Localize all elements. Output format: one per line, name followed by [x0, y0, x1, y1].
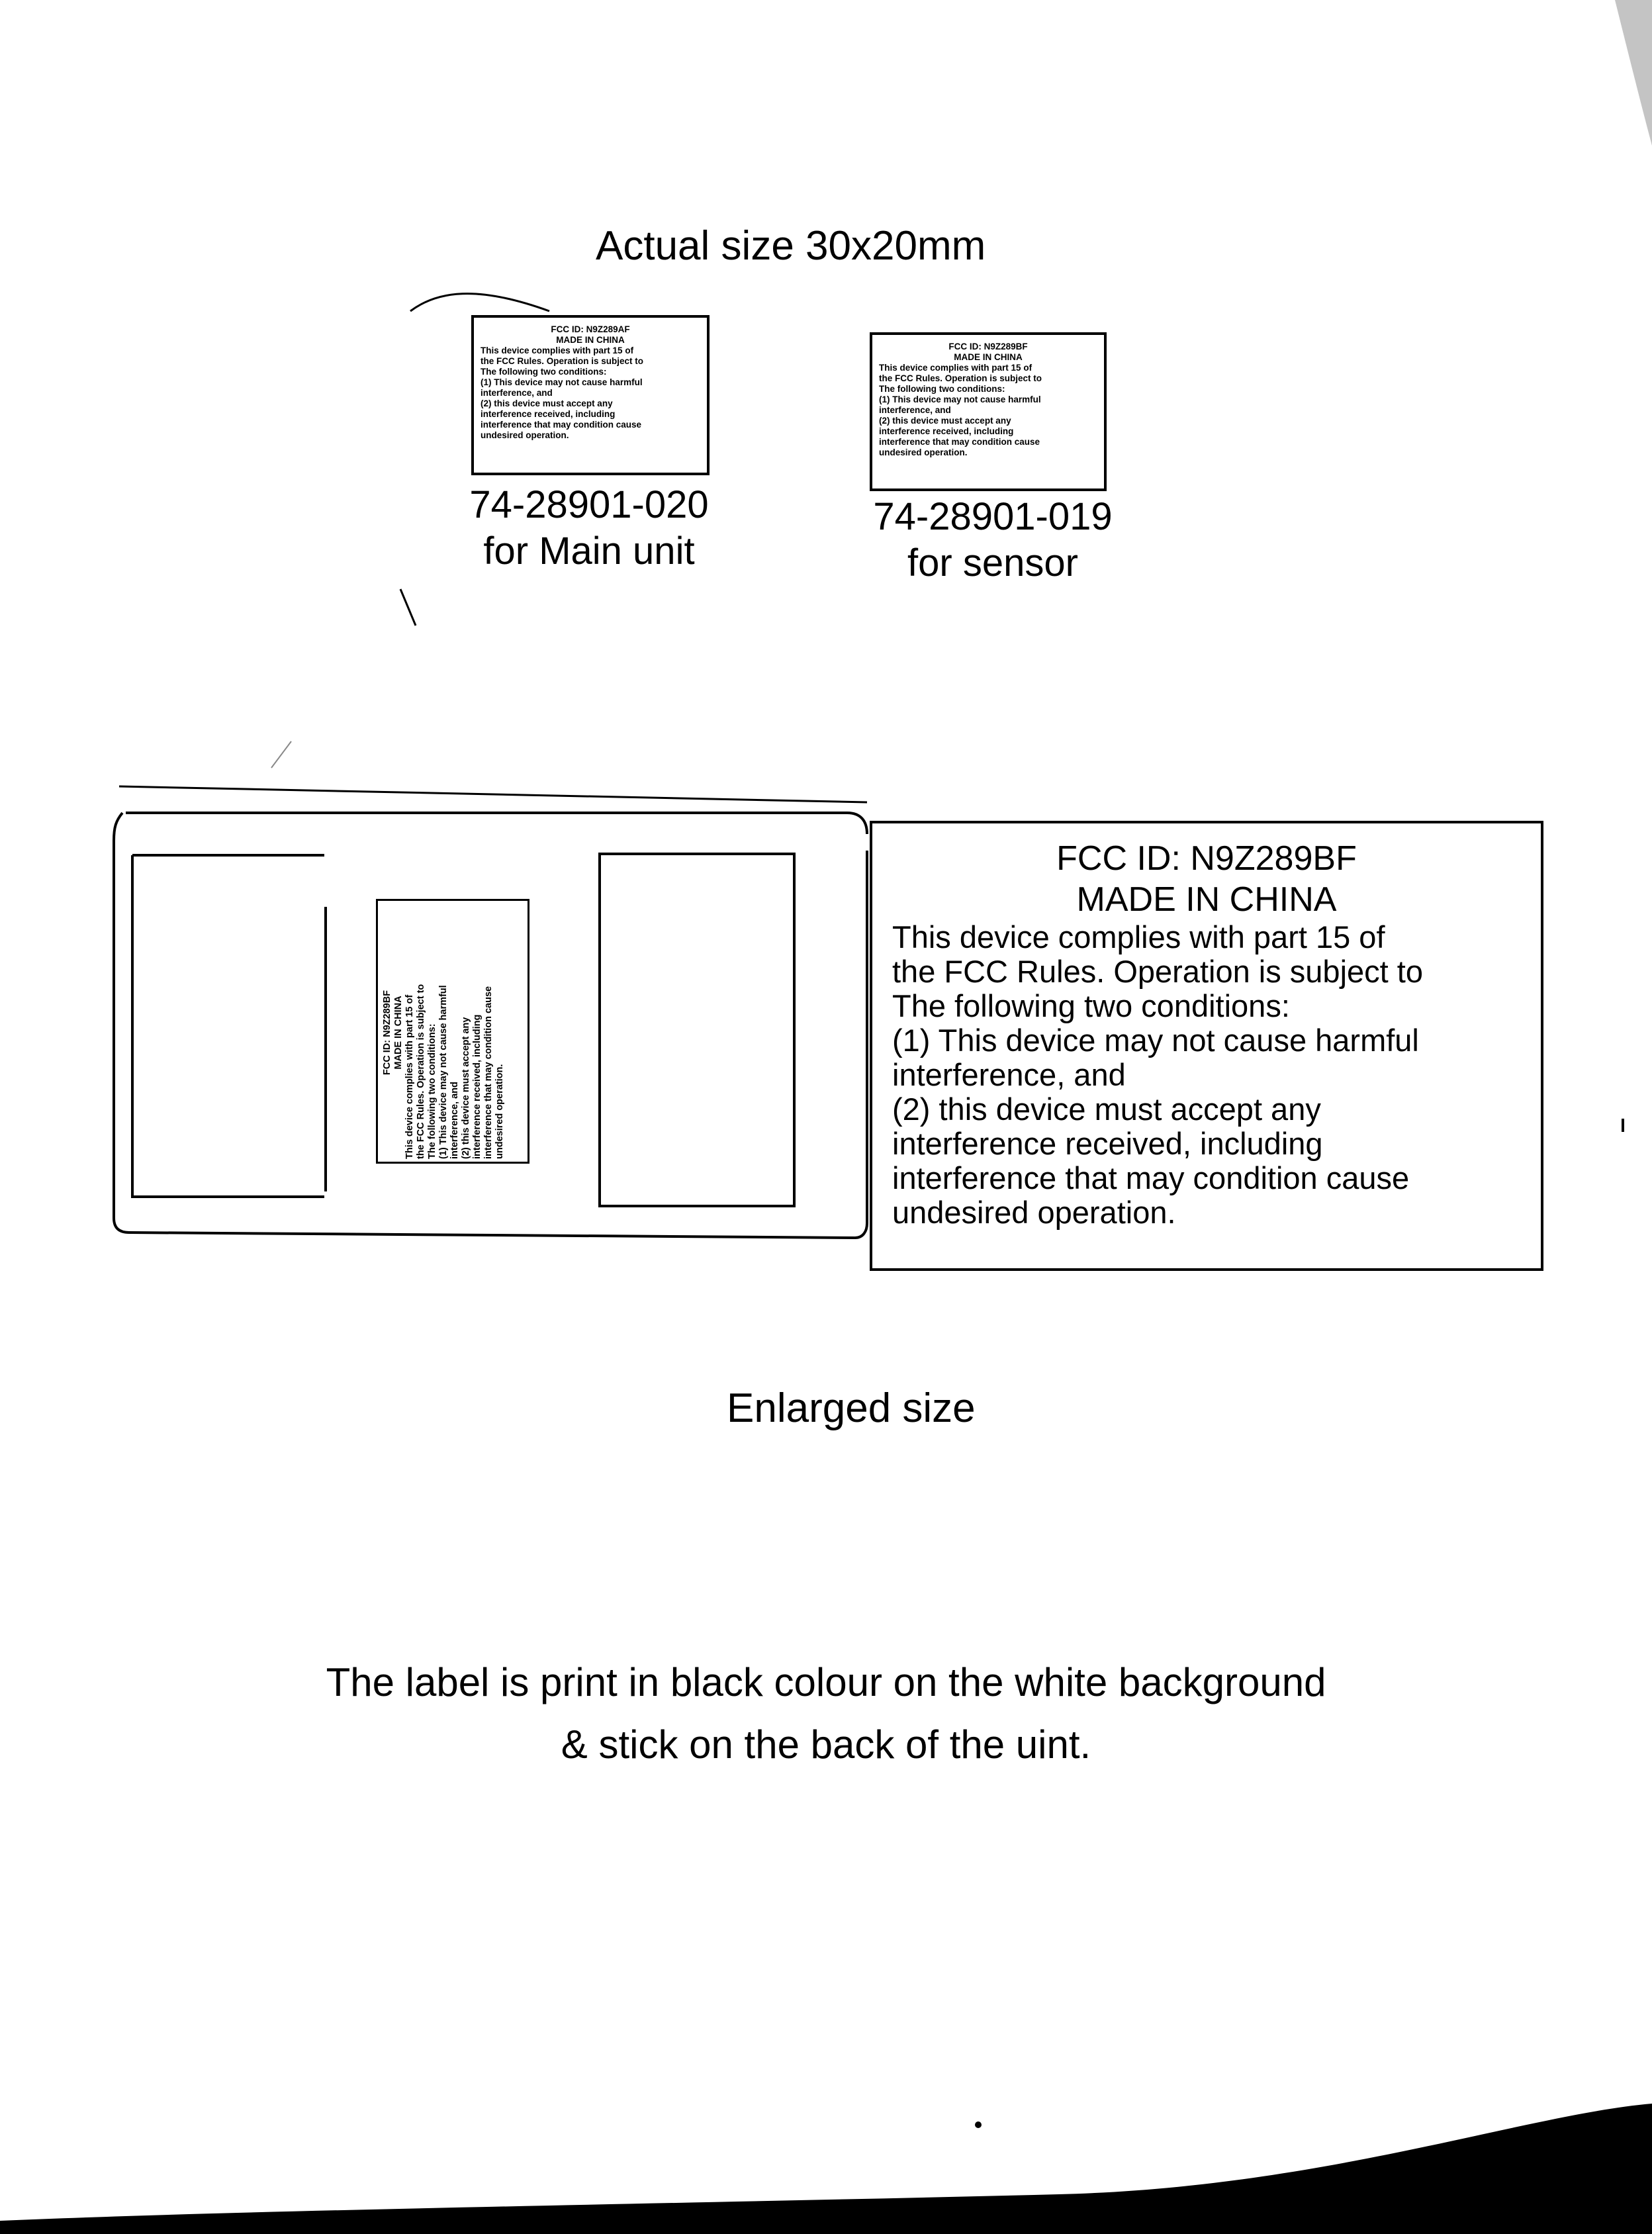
label-line: (1) This device may not cause harmful	[481, 377, 643, 387]
label-line: This device complies with part 15 of	[892, 919, 1385, 954]
label-line: undesired operation.	[494, 1064, 505, 1159]
note-line-2: & stick on the back of the uint.	[561, 1722, 1091, 1767]
label-line: the FCC Rules. Operation is subject to	[416, 984, 426, 1159]
made-in: MADE IN CHINA	[1076, 880, 1337, 919]
label-line: interference, and	[892, 1057, 1126, 1092]
label-line: undesired operation.	[892, 1195, 1176, 1230]
enlarged-label	[870, 821, 1543, 1271]
fcc-id: FCC ID: N9Z289BF	[1056, 839, 1357, 878]
label-line: interference that may condition cause	[879, 437, 1040, 447]
label-line: The following two conditions:	[879, 384, 1005, 394]
label-line: the FCC Rules. Operation is subject to	[481, 356, 644, 366]
label-line: (1) This device may not cause harmful	[438, 985, 449, 1159]
sensor-part-number: 74-28901-019	[873, 495, 1113, 538]
label-line: interference received, including	[879, 426, 1014, 436]
label-line: interference received, including	[481, 409, 616, 419]
label-line: (2) this device must accept any	[892, 1092, 1321, 1127]
fcc-id: FCC ID: N9Z289BF	[948, 342, 1028, 351]
label-line: (1) This device may not cause harmful	[892, 1023, 1419, 1058]
enlarged-size-caption: Enlarged size	[727, 1385, 976, 1431]
label-line: interference, and	[879, 405, 951, 415]
scan-mark	[410, 294, 549, 311]
label-line: interference that may condition cause	[892, 1160, 1410, 1195]
scan-shadow-bottom	[0, 2104, 1652, 2234]
label-line: The following two conditions:	[427, 1023, 437, 1159]
actual-size-heading: Actual size 30x20mm	[596, 223, 986, 269]
made-in: MADE IN CHINA	[954, 352, 1023, 362]
label-line: (2) this device must accept any	[481, 398, 613, 408]
fcc-id: FCC ID: N9Z289AF	[551, 324, 630, 334]
label-line: This device complies with part 15 of	[879, 363, 1032, 373]
made-in: MADE IN CHINA	[393, 996, 404, 1070]
rotated-device-label	[376, 899, 529, 1164]
sensor-label	[870, 332, 1107, 491]
label-line: interference received, including	[892, 1126, 1323, 1161]
label-line: The following two conditions:	[892, 988, 1290, 1023]
label-line: (2) this device must accept any	[879, 416, 1011, 426]
main-unit-caption: for Main unit	[483, 530, 695, 573]
label-line: (2) this device must accept any	[461, 1017, 471, 1159]
label-line: interference received, including	[472, 1014, 482, 1159]
label-line: interference that may condition cause	[481, 420, 642, 430]
scan-dot	[975, 2121, 982, 2128]
label-line: the FCC Rules. Operation is subject to	[892, 954, 1423, 989]
label-line: undesired operation.	[879, 447, 968, 457]
label-line: interference, and	[481, 388, 553, 398]
main-unit-part-number: 74-28901-020	[469, 483, 709, 526]
scan-mark	[271, 741, 291, 768]
sensor-caption: for sensor	[907, 541, 1078, 584]
label-line: This device complies with part 15 of	[481, 346, 634, 355]
scan-shadow-top-right	[1615, 0, 1652, 146]
label-line: undesired operation.	[481, 430, 569, 440]
note-line-1: The label is print in black colour on the white background	[326, 1660, 1326, 1704]
label-line: the FCC Rules. Operation is subject to	[879, 373, 1042, 383]
main-unit-label	[471, 315, 710, 475]
fcc-id: FCC ID: N9Z289BF	[382, 990, 392, 1076]
label-line: The following two conditions:	[481, 367, 607, 377]
label-line: interference, and	[449, 1082, 460, 1159]
label-line: (1) This device may not cause harmful	[879, 395, 1041, 404]
label-line: interference that may condition cause	[483, 986, 494, 1159]
scan-mark	[400, 589, 416, 626]
made-in: MADE IN CHINA	[556, 335, 625, 345]
label-line: This device complies with part 15 of	[404, 994, 415, 1159]
